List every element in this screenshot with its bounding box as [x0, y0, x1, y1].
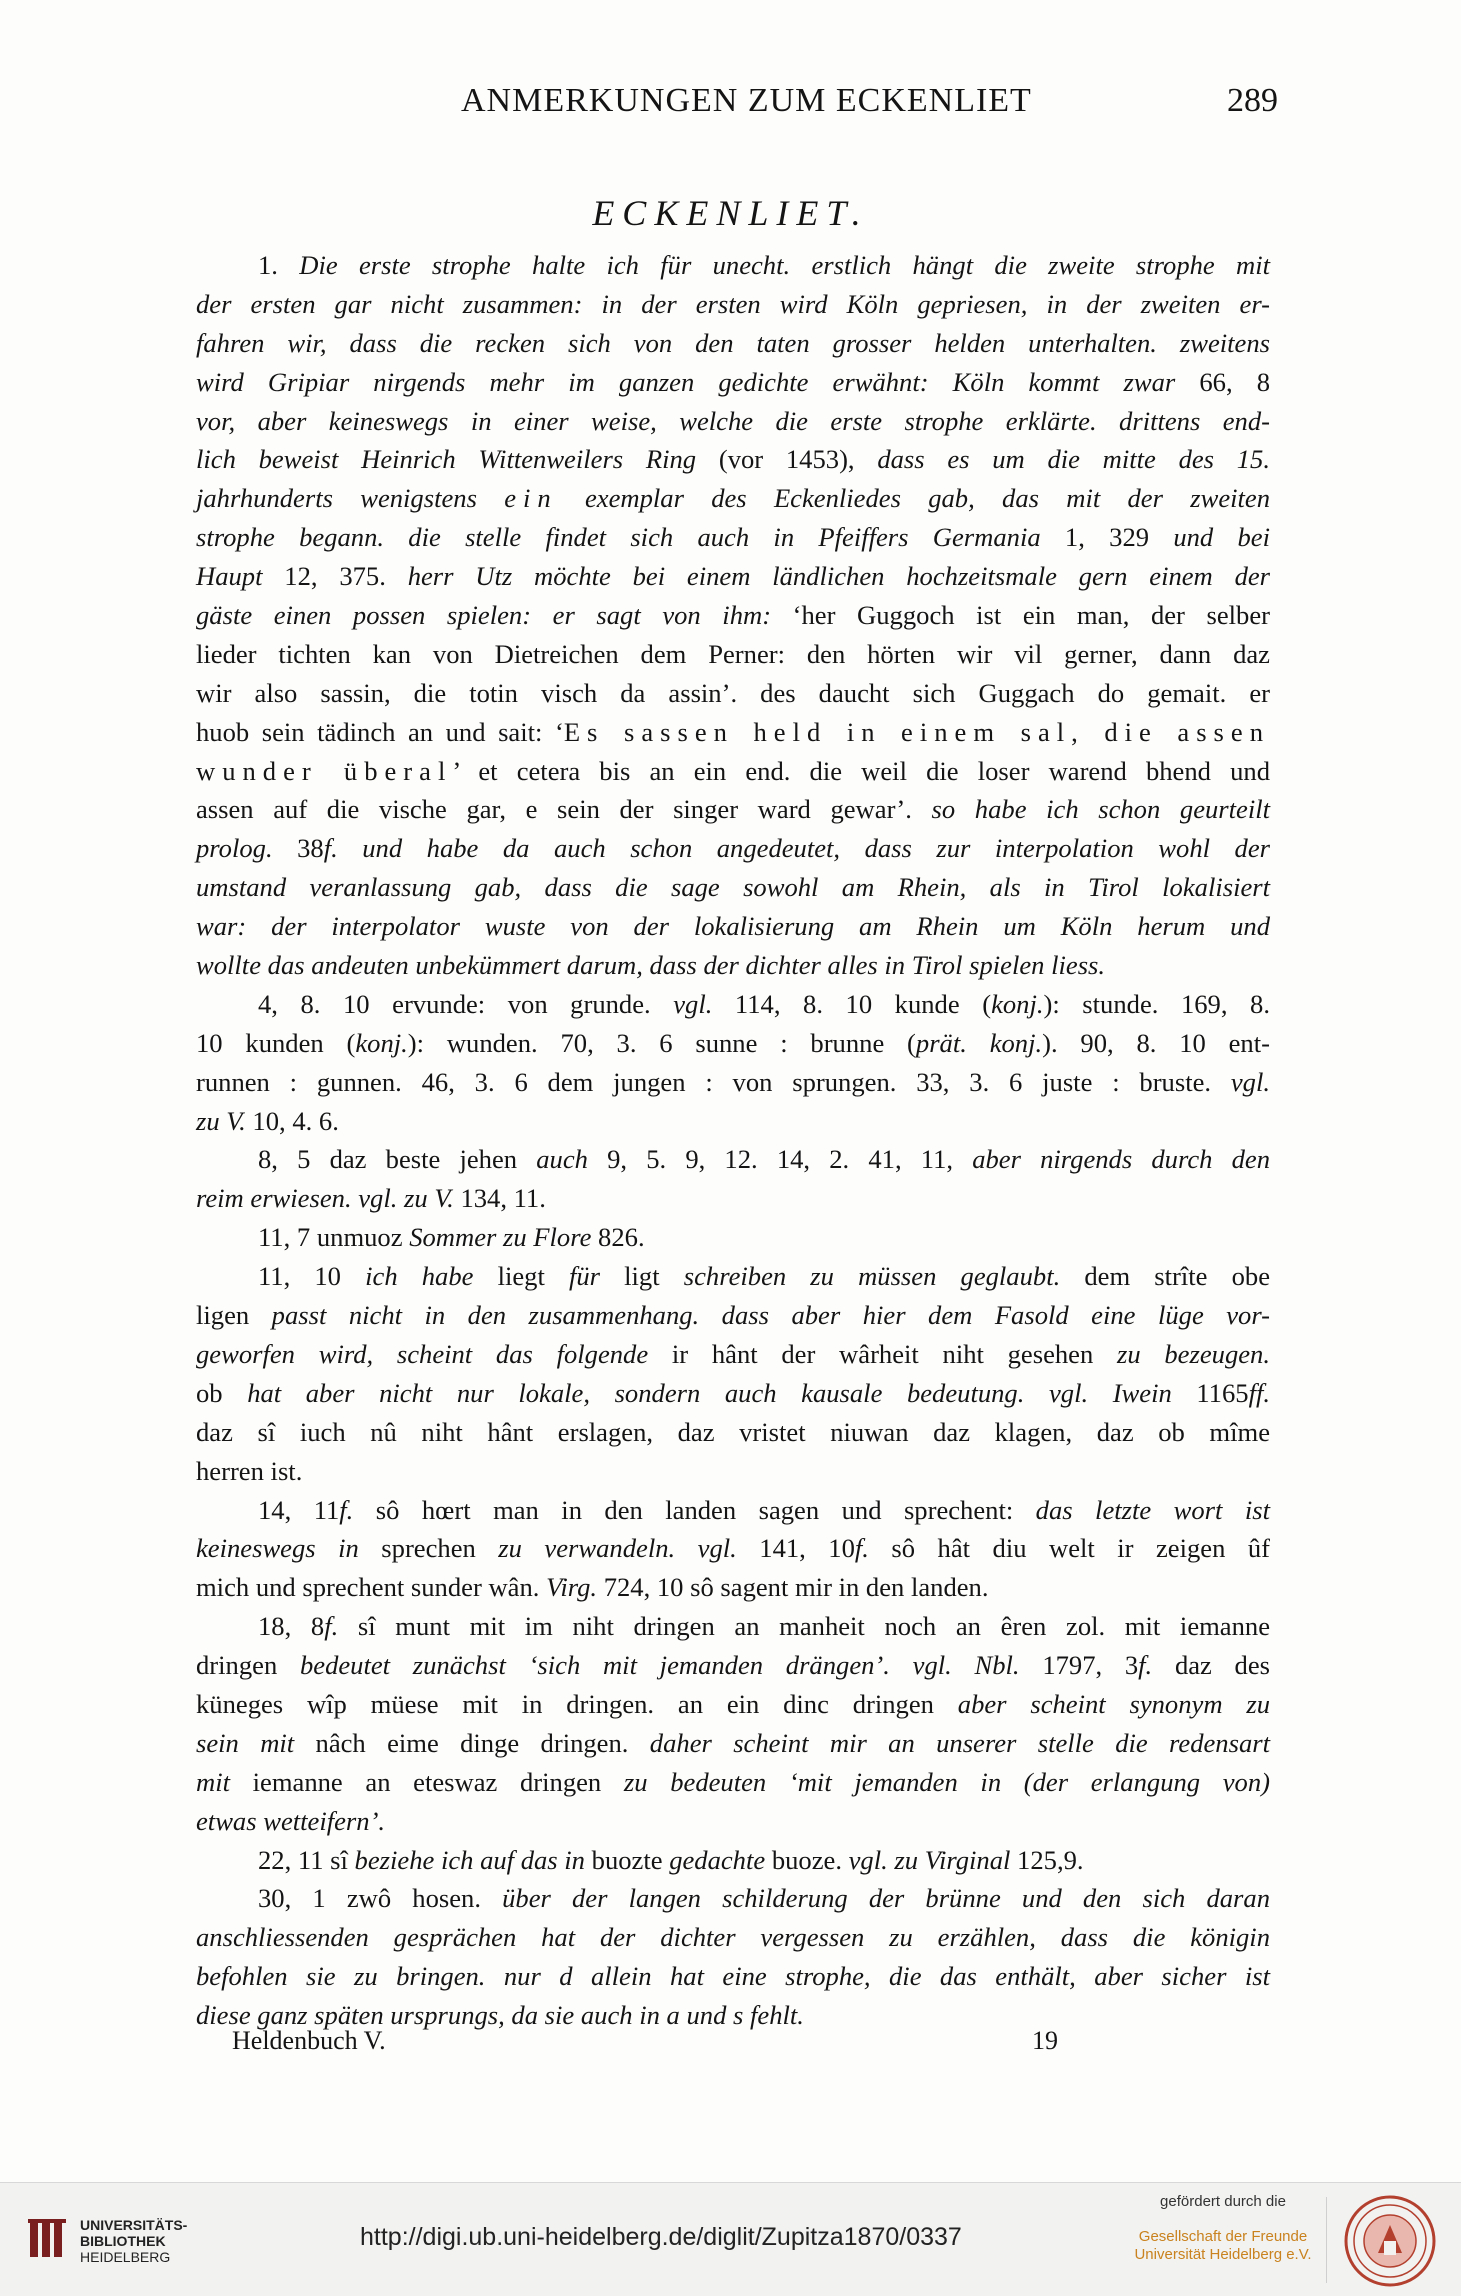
library-name-line2: BIBLIOTHEK	[80, 2233, 166, 2249]
text-segment: Es sassen held in einem sal, die assen	[563, 716, 1270, 747]
text-segment: runnen : gunnen. 46, 3. 6 dem jungen : von sprungen. 33, 3. 6 juste : bruste.	[196, 1066, 1231, 1097]
text-segment: f.	[1138, 1650, 1175, 1681]
text-line	[196, 1452, 1270, 1491]
text-segment: 1165	[1196, 1377, 1249, 1408]
text-segment: (vor 1453),	[718, 444, 878, 475]
text-segment: 11, 7 unmuoz	[258, 1222, 410, 1253]
text-line	[196, 1218, 1270, 1257]
text-segment: daher scheint mir an unserer stelle die redensart	[649, 1727, 1270, 1758]
text-segment: lieder tichten kan von Dietreichen dem Perner: den hörten wir vil gerner, dann daz	[196, 638, 1270, 669]
viewer-footer-bar	[0, 2182, 1461, 2296]
text-segment: fahren wir, dass die recken sich von den taten grosser helden unterhalten. zweitens	[196, 327, 1270, 358]
sponsor-name-line2: Universität Heidelberg e.V.	[1134, 2246, 1312, 2263]
text-segment: 1.	[258, 250, 300, 280]
text-segment: sprechen	[381, 1533, 499, 1564]
text-segment: ein	[504, 483, 558, 514]
text-line	[196, 1918, 1270, 1957]
text-segment: exemplar des Eckenliedes gab, das mit der zweiten	[557, 483, 1271, 514]
text-line	[196, 1568, 1270, 1607]
text-segment: ). 90, 8. 10 ent-	[1042, 1027, 1270, 1058]
footer-divider	[1326, 2197, 1327, 2283]
text-segment: zu V.	[196, 1105, 253, 1136]
signature-mark: Heldenbuch V.	[232, 2026, 386, 2055]
commentary-text	[196, 246, 1270, 2035]
text-segment: umstand veranlassung gab, dass die sage sowohl am Rhein, als in Tirol lokalisiert	[196, 872, 1270, 903]
text-line	[196, 985, 1270, 1024]
text-segment: iemanne an eteswaz dringen	[252, 1766, 624, 1797]
text-segment: dringen	[196, 1650, 300, 1681]
text-segment: auch	[536, 1144, 608, 1175]
library-name	[80, 2217, 187, 2265]
text-line	[196, 635, 1270, 674]
text-segment: buozte	[591, 1844, 670, 1875]
text-line	[196, 246, 1270, 285]
text-line	[196, 1529, 1270, 1568]
text-line	[196, 1879, 1270, 1918]
text-segment: vgl.	[1230, 1066, 1270, 1097]
text-segment: herr Utz möchte bei einem ländlichen hochzeitsmale gern einem der	[407, 561, 1271, 592]
text-segment: wir also sassin, die totin visch da assin’. des daucht sich Guggach do gemait. er	[196, 677, 1270, 708]
text-segment: für	[568, 1261, 625, 1292]
text-line	[196, 713, 1270, 752]
text-segment: prät. konj.	[915, 1027, 1043, 1058]
text-line	[196, 946, 1270, 985]
text-segment: f.	[339, 1494, 376, 1525]
text-line	[196, 907, 1270, 946]
text-segment: Haupt	[196, 561, 285, 592]
text-segment: ligen	[196, 1300, 272, 1331]
text-segment: befohlen sie zu bringen. nur d allein hat eine strophe, die das enthält, aber sicher ist	[196, 1961, 1270, 1992]
text-segment: 11, 10	[258, 1261, 366, 1292]
text-segment: gedachte	[669, 1844, 772, 1875]
text-segment: 141, 10	[759, 1533, 855, 1564]
sheet-number: 19	[1032, 2026, 1058, 2055]
text-line	[196, 1646, 1270, 1685]
text-segment: 10 kunden (	[196, 1027, 356, 1058]
university-seal-icon	[1344, 2195, 1436, 2287]
text-segment: sô hât diu welt ir zeigen ûf	[891, 1533, 1271, 1564]
sponsor-name-line1: Gesellschaft der Freunde	[1138, 2228, 1308, 2245]
page-number: 289	[1227, 82, 1278, 119]
text-segment: konj.	[355, 1027, 408, 1058]
text-segment: beziehe ich auf das in	[354, 1844, 592, 1875]
text-line	[196, 363, 1270, 402]
text-segment: f.	[324, 1611, 358, 1642]
text-segment: sî munt mit im niht dringen an manheit noch an êren zol. mit iemanne	[357, 1611, 1271, 1642]
text-segment: diese ganz späten ursprungs, da sie auch in a und s fehlt.	[196, 2000, 804, 2031]
text-line	[196, 440, 1270, 479]
library-name-line1: UNIVERSITÄTS-	[80, 2217, 188, 2233]
text-line	[196, 829, 1270, 868]
text-segment: vor, aber keineswegs in einer weise, welche die erste strophe erklärte. drittens end-	[196, 405, 1270, 436]
text-segment: vgl. zu Virginal	[848, 1844, 1018, 1875]
text-segment: wunder überal	[196, 755, 453, 786]
permalink-url[interactable]: http://digi.ub.uni-heidelberg.de/diglit/Zupitza1870/0337	[360, 2223, 962, 2251]
text-line	[196, 1491, 1270, 1530]
text-line	[196, 1179, 1270, 1218]
text-line	[196, 1374, 1270, 1413]
text-line	[196, 752, 1270, 791]
text-segment: 125,9.	[1017, 1844, 1084, 1875]
text-line	[196, 402, 1270, 441]
text-segment: f.	[854, 1533, 892, 1564]
text-segment: aber nirgends durch den	[972, 1144, 1270, 1175]
text-segment: geworfen wird, scheint das folgende	[196, 1338, 672, 1369]
running-head	[196, 82, 1286, 122]
text-line	[196, 1140, 1270, 1179]
text-line	[196, 1024, 1270, 1063]
text-line	[196, 596, 1270, 635]
library-logo[interactable]	[28, 2203, 188, 2279]
text-line	[196, 1685, 1270, 1724]
text-segment: 114, 8. 10 kunde (	[734, 988, 992, 1019]
text-line	[196, 1802, 1270, 1841]
text-segment: huob sein tädinch an und sait: ‘	[196, 716, 564, 747]
text-segment: 12, 375.	[284, 561, 408, 592]
text-segment: 134, 11.	[460, 1183, 546, 1214]
text-line	[196, 790, 1270, 829]
library-name-line3: HEIDELBERG	[80, 2249, 171, 2265]
text-segment: daz des	[1174, 1650, 1271, 1681]
text-segment: ligt	[624, 1261, 684, 1292]
text-segment: wollte das andeuten unbekümmert darum, dass der dichter alles in Tirol spielen liess.	[196, 950, 1106, 981]
text-segment: 18, 8	[258, 1611, 325, 1642]
text-segment: 38	[297, 833, 324, 864]
text-segment: gäste einen possen spielen: er sagt von ihm:	[196, 600, 793, 631]
text-segment: und bei	[1173, 522, 1270, 553]
text-line	[196, 557, 1270, 596]
text-line	[196, 1102, 1270, 1141]
text-segment: war: der interpolator wuste von der lokalisierung am Rhein um Köln herum und	[196, 911, 1270, 942]
text-segment: etwas wetteifern’.	[196, 1805, 386, 1836]
text-line	[196, 1763, 1270, 1802]
text-segment: ir hânt der wârheit niht gesehen	[671, 1338, 1118, 1369]
text-line	[196, 518, 1270, 557]
running-title: ANMERKUNGEN ZUM ECKENLIET	[461, 82, 1032, 119]
text-segment: ‘her Guggoch ist ein man, der selber	[792, 600, 1271, 631]
text-segment: 1797, 3	[1042, 1650, 1139, 1681]
text-segment: konj.	[991, 988, 1044, 1019]
text-segment: küneges wîp müese mit in dringen. an ein dinc dringen	[196, 1688, 958, 1719]
text-segment: prolog.	[196, 833, 298, 864]
text-segment: 14, 11	[258, 1494, 340, 1525]
text-segment: wird Gripiar nirgends mehr im ganzen gedichte erwähnt: Köln kommt zwar	[196, 366, 1200, 397]
text-segment: sô hœrt man in den landen sagen und sprechent:	[375, 1494, 1036, 1525]
text-line	[196, 479, 1270, 518]
text-segment: anschliessenden gesprächen hat der dichter vergessen zu erzählen, dass die königin	[196, 1922, 1270, 1953]
text-line	[196, 285, 1270, 324]
text-line	[196, 1724, 1270, 1763]
text-segment: vgl.	[673, 988, 735, 1019]
text-segment: zu bedeuten ‘mit jemanden in (der erlangung von)	[623, 1766, 1270, 1797]
text-segment: 66, 8	[1199, 366, 1270, 397]
text-line	[196, 1296, 1270, 1335]
text-segment: 724, 10 sô sagent mir in den landen.	[603, 1572, 989, 1603]
text-segment: jahrhunderts wenigstens	[196, 483, 505, 514]
text-segment: mit	[196, 1766, 253, 1797]
text-segment: daz sî iuch nû niht hânt erslagen, daz vristet niuwan daz klagen, daz ob mîme	[196, 1416, 1270, 1447]
text-segment: passt nicht in den zusammenhang. dass aber hier dem Fasold eine lüge vor-	[271, 1300, 1271, 1331]
text-segment: das letzte wort ist	[1035, 1494, 1270, 1525]
text-segment: zu bezeugen.	[1117, 1338, 1270, 1369]
text-segment: Sommer zu Flore	[409, 1222, 599, 1253]
text-line	[196, 324, 1270, 363]
text-segment: bedeutet zunächst ‘sich mit jemanden drängen’. vgl. Nbl.	[299, 1650, 1043, 1681]
text-segment: 22, 11 sî	[258, 1844, 355, 1875]
text-segment: 8, 5 daz beste jehen	[258, 1144, 537, 1175]
text-segment: reim erwiesen. vgl. zu V.	[196, 1183, 461, 1214]
sponsor-credit[interactable]	[1128, 2193, 1318, 2264]
text-segment: liegt	[497, 1261, 569, 1292]
text-segment: 30, 1 zwô hosen.	[258, 1883, 503, 1914]
page-footer	[232, 2026, 1072, 2062]
text-segment: so habe ich schon geurteilt	[931, 794, 1270, 825]
text-line	[196, 1957, 1270, 1996]
text-line	[196, 1063, 1270, 1102]
text-segment: zu verwandeln. vgl.	[498, 1533, 760, 1564]
sponsor-label: gefördert durch die	[1160, 2193, 1286, 2210]
text-segment: dass es um die mitte des 15.	[877, 444, 1271, 475]
text-segment: f. und habe da auch schon angedeutet, dass zur interpolation wohl der	[323, 833, 1270, 864]
text-segment: 4, 8. 10 ervunde: von grunde.	[258, 988, 674, 1019]
text-segment: keineswegs in	[196, 1533, 382, 1564]
text-segment: nâch eime dinge dringen.	[315, 1727, 650, 1758]
text-line	[196, 868, 1270, 907]
text-segment: 1, 329	[1064, 522, 1174, 553]
text-segment: Virg.	[546, 1572, 604, 1603]
text-line	[196, 1841, 1270, 1880]
text-segment: schreiben zu müssen geglaubt.	[683, 1261, 1085, 1292]
text-segment: ff.	[1248, 1377, 1270, 1408]
text-segment: 10, 4. 6.	[252, 1105, 339, 1136]
text-segment: ): wunden. 70, 3. 6 sunne : brunne (	[407, 1027, 916, 1058]
section-heading: ECKENLIET.	[592, 193, 869, 233]
text-segment: mich und sprechent sunder wân.	[196, 1572, 547, 1603]
text-segment: buoze.	[771, 1844, 849, 1875]
text-line	[196, 674, 1270, 713]
text-segment: sein mit	[196, 1727, 316, 1758]
text-line	[196, 1607, 1270, 1646]
text-segment: über der langen schilderung der brünne und den sich daran	[502, 1883, 1270, 1914]
text-segment: ob	[196, 1377, 248, 1408]
text-segment: herren ist.	[196, 1455, 303, 1486]
text-segment: assen auf die vische gar, e sein der singer ward gewar’.	[196, 794, 932, 825]
text-segment: der ersten gar nicht zusammen: in der ersten wird Köln gepriesen, in der zweiten er-	[196, 288, 1270, 319]
text-segment: ich habe	[365, 1261, 498, 1292]
text-segment: 826.	[598, 1222, 645, 1253]
text-segment: lich beweist Heinrich Wittenweilers Ring	[196, 444, 719, 475]
text-line	[196, 1413, 1270, 1452]
text-segment: strophe begann. die stelle findet sich auch in Pfeiffers Germania	[196, 522, 1065, 553]
text-segment: ): stunde. 169, 8.	[1043, 988, 1270, 1019]
text-segment: dem strîte obe	[1084, 1261, 1271, 1292]
text-segment: hat aber nicht nur lokale, sondern auch kausale bedeutung. vgl. Iwein	[247, 1377, 1197, 1408]
text-segment: Die erste strophe halte ich für unecht. erstlich hängt die zweite strophe mit	[299, 250, 1271, 280]
text-segment: aber scheint synonym zu	[957, 1688, 1271, 1719]
library-logo-icon	[28, 2219, 68, 2261]
text-line	[196, 1335, 1270, 1374]
text-segment: ’ et cetera bis an ein end. die weil die loser warend bhend und	[452, 755, 1270, 786]
text-segment: 9, 5. 9, 12. 14, 2. 41, 11,	[607, 1144, 973, 1175]
text-line	[196, 1257, 1270, 1296]
